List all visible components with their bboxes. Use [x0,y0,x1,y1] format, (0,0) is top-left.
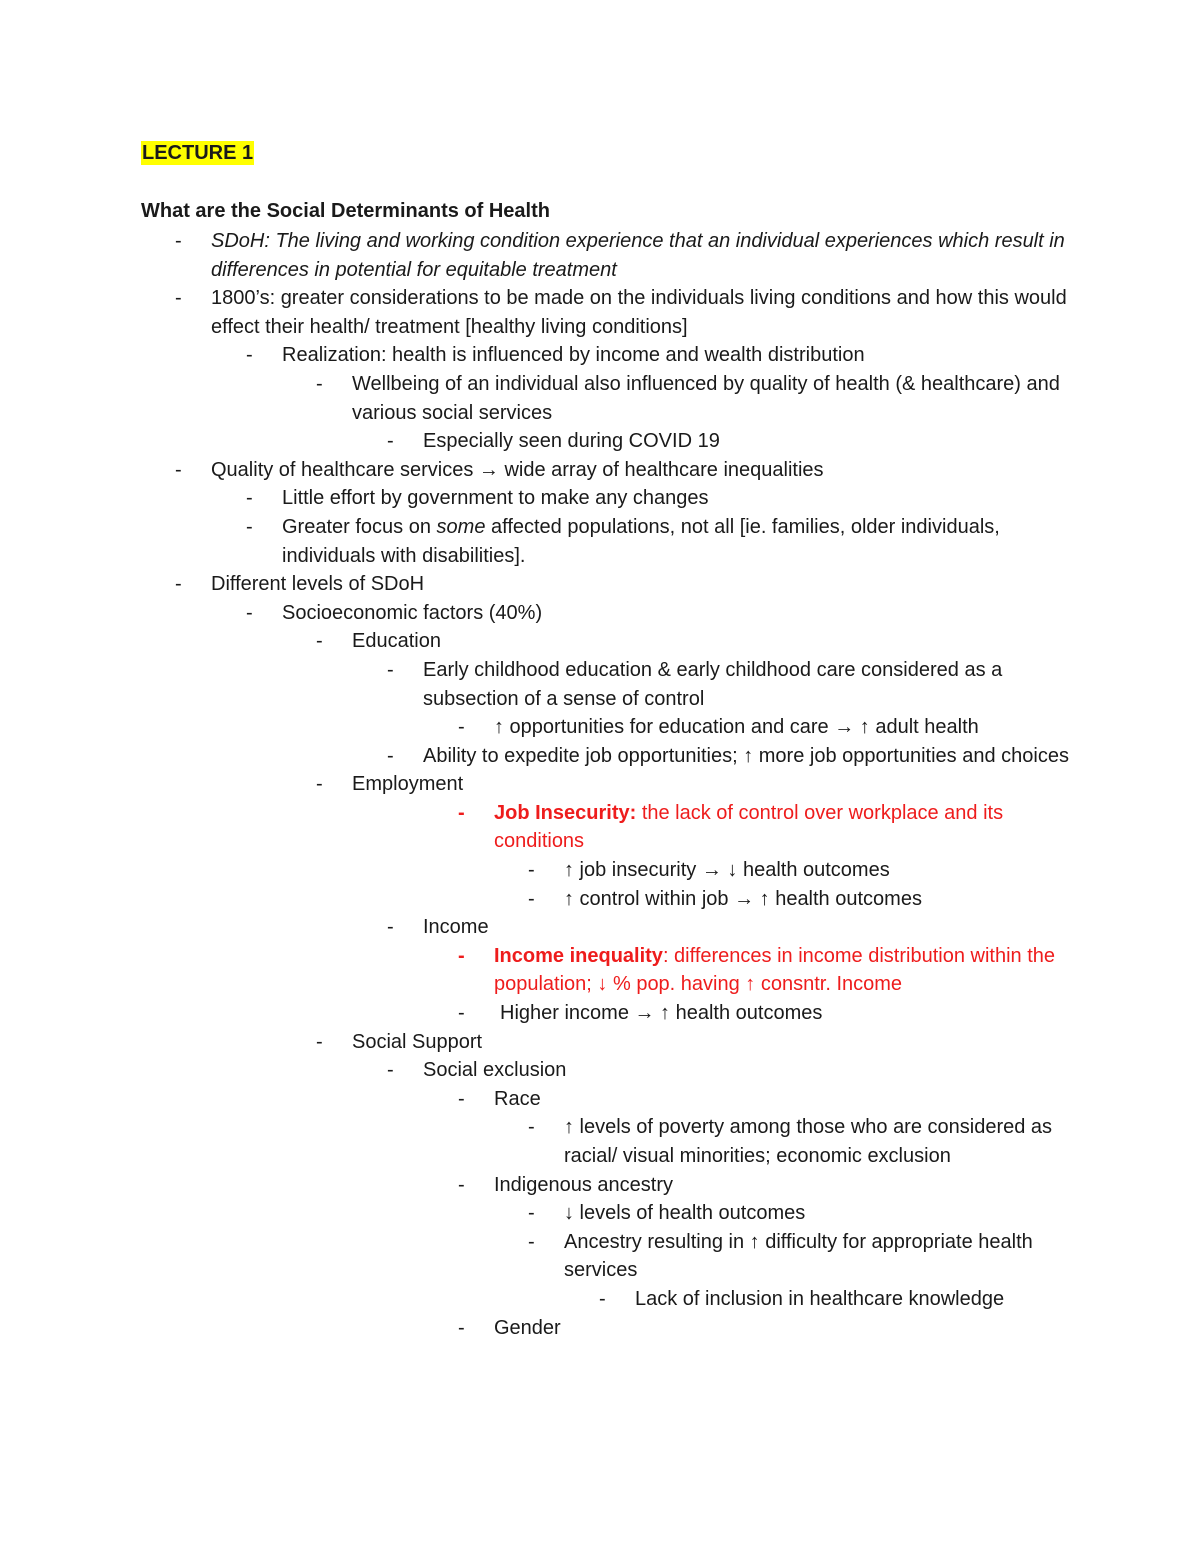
list-item [0,370,1200,427]
definition-text: SDoH: The living and working condition experience that an individual experiences which result in differences in potential for equitable treatment [211,230,1065,281]
bullet-dash: - [458,1316,465,1339]
bullet-dash: - [528,1116,535,1139]
item-text: Lack of inclusion in healthcare knowledge [635,1287,1005,1310]
bullet-dash: - [458,944,465,967]
bullet-dash: - [528,887,535,910]
item-text: Social Support [352,1030,483,1053]
list-item [0,799,1200,856]
bullet-dash: - [175,573,182,596]
list-item [0,627,1200,656]
list-item [0,885,1200,914]
bullet-dash: - [458,1087,465,1110]
term-text: Income inequality [494,944,663,967]
list-item [0,1314,1200,1343]
list-item [0,656,1200,713]
item-text: Little effort by government to make any changes [282,487,709,510]
item-text: ↑ opportunities for education and care → ↑ adult health [494,716,979,739]
item-text: ↑ levels of poverty among those who are considered as racial/ visual minorities; economic exclusion [564,1116,1053,1167]
list-item [0,770,1200,799]
list-item [0,284,1200,341]
definition-text: the lack of control over workplace and its conditions [494,801,1004,853]
bullet-dash: - [246,344,253,367]
item-text: 1800’s: greater considerations to be made on the individuals living conditions and how this would effect their health/ treatment [healthy living conditions] [211,287,1067,338]
bullet-dash: - [387,916,394,939]
bullet-dash: - [316,372,323,395]
item-text: Different levels of SDoH [211,573,425,596]
item-text: Realization: health is influenced by income and wealth distribution [282,344,865,367]
bullet-dash: - [387,1059,394,1082]
item-text: Wellbeing of an individual also influenced by quality of health (& healthcare) and various social services [352,372,1060,424]
bullet-dash: - [528,1230,535,1253]
term-text: Job Insecurity: [494,801,637,824]
item-text: ↓ levels of health outcomes [564,1202,806,1225]
list-item [0,570,1200,599]
item-text: Higher income → ↑ health outcomes [500,1002,823,1025]
list-item [0,456,1200,485]
bullet-dash: - [246,515,253,538]
list-item [0,599,1200,628]
item-text: Income [423,916,489,939]
lecture-title: LECTURE 1 [142,142,254,164]
item-text-end: affected populations, not all [ie. families, older individuals, individuals with disabilities]. [282,515,1000,567]
list-item [0,1285,1200,1314]
item-text: Ancestry resulting in ↑ difficulty for appropriate health services [564,1230,1033,1282]
list-item [0,913,1200,942]
list-item [0,942,1200,999]
bullet-dash: - [246,487,253,510]
item-text: ↑ job insecurity → ↓ health outcomes [564,859,890,882]
emphasis-text: some [436,515,486,538]
item-text: Gender [494,1316,561,1339]
item-text: Employment [352,773,464,796]
list-item [0,1028,1200,1057]
list-item [0,1228,1200,1285]
item-text: Race [494,1087,541,1110]
bullet-dash: - [175,458,182,481]
list-item [0,227,1200,284]
bullet-dash: - [599,1287,606,1310]
list-item [0,341,1200,370]
list-item [0,713,1200,742]
bullet-dash: - [316,773,323,796]
bullet-dash: - [458,1173,465,1196]
list-item [0,1085,1200,1114]
notes-outline [0,227,1200,1342]
bullet-dash: - [175,287,182,310]
list-item [0,999,1200,1028]
item-text: Early childhood education & early childhood care considered as a subsection of a sense of control [423,658,1003,710]
list-item [0,856,1200,885]
definition-text: : differences in income distribution within the population; ↓ % pop. having ↑ consntr. Income [494,944,1055,996]
bullet-dash: - [387,658,394,681]
item-text-start: Greater focus on [282,515,437,538]
bullet-dash: - [387,744,394,767]
bullet-dash: - [458,801,465,824]
list-item [0,1056,1200,1085]
list-item [0,484,1200,513]
list-item [0,1113,1200,1170]
item-text: Ability to expedite job opportunities; ↑ more job opportunities and choices [423,744,1069,767]
item-text: ↑ control within job → ↑ health outcomes [564,887,922,910]
bullet-dash: - [387,430,394,453]
item-text: Especially seen during COVID 19 [423,430,720,453]
section-heading: What are the Social Determinants of Health [141,200,550,222]
list-item [0,427,1200,456]
bullet-dash: - [175,230,182,252]
bullet-dash: - [528,1202,535,1225]
bullet-dash: - [316,630,323,653]
bullet-dash: - [458,1002,465,1025]
bullet-dash: - [316,1030,323,1053]
item-text: Socioeconomic factors (40%) [282,601,543,624]
item-text: Quality of healthcare services → wide array of healthcare inequalities [211,458,824,481]
bullet-dash: - [458,716,465,739]
list-item [0,1171,1200,1200]
item-text: Social exclusion [423,1059,567,1082]
bullet-dash: - [528,859,535,882]
list-item [0,1199,1200,1228]
list-item [0,742,1200,771]
list-item [0,513,1200,570]
bullet-dash: - [246,601,253,624]
item-text: Indigenous ancestry [494,1173,674,1196]
item-text: Education [352,630,441,653]
